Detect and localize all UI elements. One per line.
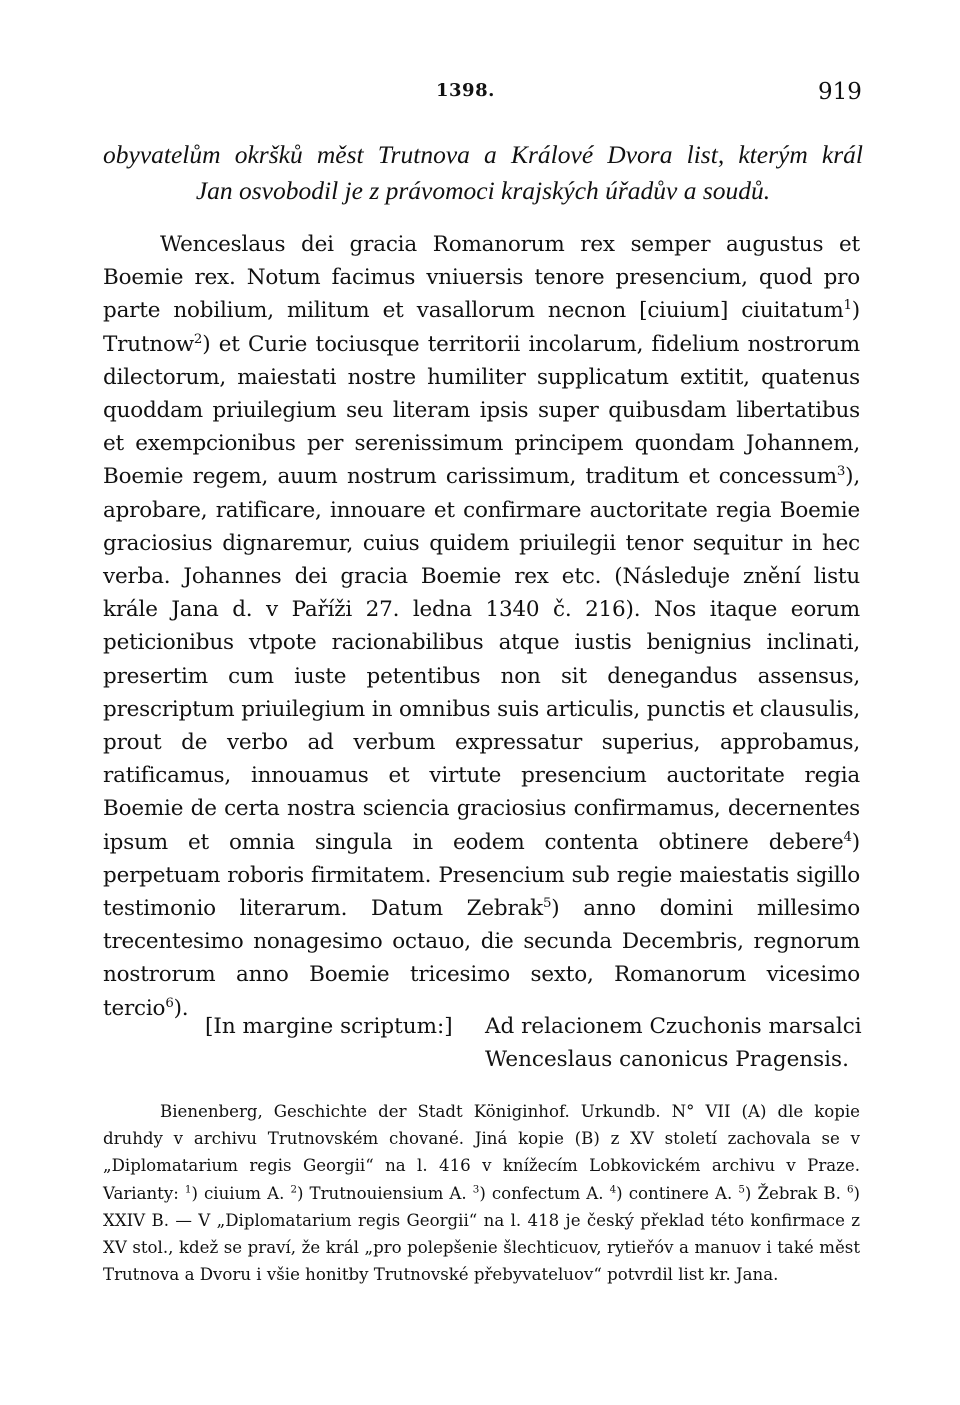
charter-text-part: ). bbox=[173, 995, 189, 1021]
document-summary bbox=[103, 137, 863, 209]
footnote-ref-5: 5 bbox=[542, 895, 552, 911]
margin-label: [In margine scriptum:] bbox=[205, 1014, 453, 1039]
variant-ref-5: 5 bbox=[738, 1183, 745, 1196]
variant-ref-4: 4 bbox=[609, 1183, 617, 1196]
charter-text-part: ), aprobare, ratificare, innouare et confirmare auctoritate regia Boemie graciosius dignaremur, cuius quidem priuilegii tenor sequitur in hec verba. Johannes dei gracia Boemie rex etc. (Následuje znění listu krále Jana d. v Paříži 27. ledna 1340 č. 216). Nos itaque eorum peticionibus vtpote racionabilibus atque iustis benignius inclinati, presertim cum iuste petentibus non sit denegandus assensus, prescriptum priuilegium in omnibus suis articulis, punctis et clausulis, prout de verbo ad verbum expressatur superius, approbamus, ratificamus, innouamus et virtute presencium auctoritate regia Boemie de certa nostra sciencia graciosius confirmamus, decernentes ipsum et omnia singula in eodem contenta obtinere debere bbox=[103, 464, 860, 855]
note-text-part: ) continere A. bbox=[616, 1183, 739, 1203]
variant-ref-1: 1 bbox=[184, 1183, 192, 1196]
charter-text-part: ) perpetuam roboris firmitatem. Presencium sub regie maiestatis sigillo testimonio literarum. Datum Zebrak bbox=[103, 829, 860, 922]
margin-line-1: Ad relacionem Czuchonis marsalci bbox=[485, 1014, 862, 1039]
margin-line-2: Wenceslaus canonicus Pragensis. bbox=[485, 1047, 849, 1072]
charter-text-part: ) Trutnow bbox=[103, 298, 860, 357]
variant-ref-6: 6 bbox=[846, 1183, 854, 1196]
editorial-note bbox=[103, 1098, 860, 1288]
charter-text-part: Wenceslaus dei gracia Romanorum rex semper augustus et Boemie rex. Notum facimus vniuersis tenore presencium, quod pro parte nobilium, militum et vasallorum necnon [ciuium] ciuitatum bbox=[103, 232, 860, 324]
note-text-part: Bienenberg, Geschichte der Stadt Königinhof. Urkundb. N° VII (A) dle kopie druhdy v archivu Trutnovském chované. Jiná kopie (B) z XV století zachovala se v „Diplomatarium regis Georgii“ na l. 416 v knížecím Lobkovickém archivu v Praze. Varianty: bbox=[103, 1102, 860, 1203]
charter-text-part: ) et Curie tociusque territorii incolarum, fidelium nostrorum dilectorum, maiestati nostre humiliter supplicatum extitit, quatenus quoddam priuilegium seu literam ipsis super quibusdam libertatibus et exempcionibus per serenissimum principem quondam Johannem, Boemie regem, auum nostrum carissimum, traditum et concessum bbox=[103, 331, 860, 490]
note-text-part: ) Žebrak B. bbox=[744, 1183, 847, 1203]
page-number: 919 bbox=[818, 79, 862, 105]
variant-ref-2: 2 bbox=[290, 1183, 297, 1196]
footnote-ref-3: 3 bbox=[836, 464, 846, 480]
running-header-year: 1398. bbox=[436, 80, 495, 101]
note-text-part: ) XXIV B. — V „Diplomatarium regis Georgii“ na l. 418 je český překlad této konfirmace z XV stol., kdež se praví, že král „pro polepšenie šlechticuov, rytieřóv a manuov i také měst Trutnova a Dvoru i všie honitby Trutnovské přebyvateluov“ potvrdil list kr. Jana. bbox=[103, 1183, 861, 1285]
charter-text bbox=[103, 228, 860, 1025]
footnote-ref-4: 4 bbox=[843, 829, 852, 845]
margin-lines bbox=[485, 1010, 862, 1076]
note-text-part: ) ciuium A. bbox=[191, 1183, 291, 1203]
footnote-ref-6: 6 bbox=[165, 995, 174, 1011]
summary-line-1: obyvatelům okršků měst Trutnova a Králové Dvora list, kterým král bbox=[103, 140, 863, 169]
note-text-part: ) Trutnouiensium A. bbox=[297, 1183, 473, 1203]
note-text-part: ) confectum A. bbox=[479, 1183, 610, 1203]
variant-ref-3: 3 bbox=[472, 1183, 480, 1196]
footnote-ref-2: 2 bbox=[193, 331, 203, 347]
summary-line-2: Jan osvobodil je z právomoci krajských úřadův a soudů. bbox=[195, 176, 771, 205]
footnote-ref-1: 1 bbox=[843, 298, 852, 314]
charter-text-part: ) anno domini millesimo trecentesimo nonagesimo octauo, die secunda Decembris, regnorum nostrorum anno Boemie tricesimo sexto, Romanorum vicesimo tercio bbox=[103, 896, 861, 1021]
